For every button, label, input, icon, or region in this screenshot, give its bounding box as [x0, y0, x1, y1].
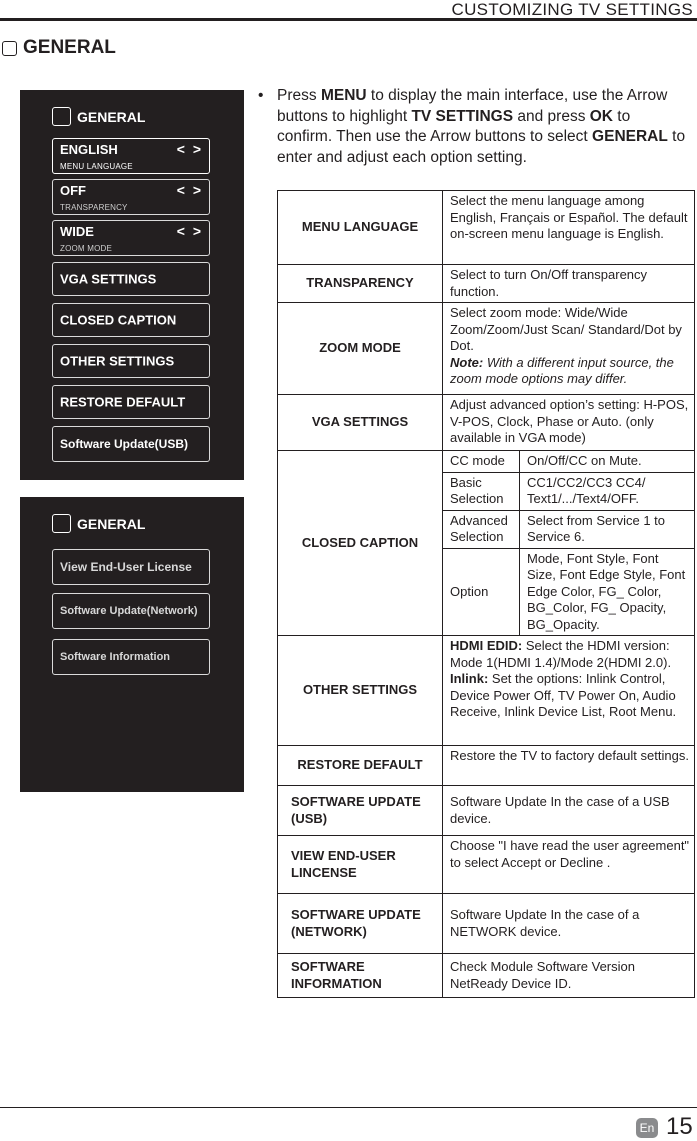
panel-title: [52, 107, 145, 126]
left-right-arrows-icon: < >: [176, 141, 203, 157]
transparency-value: OFF: [60, 183, 86, 198]
panel-title-text: GENERAL: [77, 108, 146, 125]
row-desc: Adjust advanced option’s setting: H-POS, V-POS, Clock, Phase or Auto. (only available in VGA mode): [443, 395, 695, 451]
zoom-mode-label: ZOOM MODE: [60, 244, 113, 253]
menu-item-closed-caption[interactable]: [52, 303, 210, 337]
other-settings-label: OTHER SETTINGS: [60, 353, 175, 369]
row-label: TRANSPARENCY: [278, 265, 443, 303]
language-badge: En: [636, 1118, 658, 1138]
footer-rule: [0, 1107, 697, 1108]
row-label: RESTORE DEFAULT: [278, 746, 443, 786]
restore-default-label: RESTORE DEFAULT: [60, 394, 186, 410]
table-row: [278, 836, 695, 894]
row-desc: Software Update In the case of a USB device.: [443, 786, 695, 836]
table-row: [278, 786, 695, 836]
menu-language-value: ENGLISH: [60, 142, 118, 157]
panel-title: [52, 514, 145, 533]
cc-sub-desc: On/Off/CC on Mute.: [520, 451, 695, 473]
vga-settings-label: VGA SETTINGS: [60, 271, 157, 287]
row-desc: Select zoom mode: Wide/Wide Zoom/Zoom/Just Scan/ Standard/Dot by Dot. Note: With a different input source, the zoom mode options may differ.: [443, 303, 695, 395]
menu-language-label: MENU LANGUAGE: [60, 162, 133, 171]
menu-item-other-settings[interactable]: [52, 344, 210, 378]
table-row: [278, 451, 695, 473]
view-license-label: View End-User License: [60, 560, 192, 574]
table-row: [278, 395, 695, 451]
row-label: ZOOM MODE: [278, 303, 443, 395]
table-row: [278, 303, 695, 395]
cc-sub-name: Advanced Selection: [443, 510, 520, 548]
table-row: [278, 954, 695, 998]
row-label: MENU LANGUAGE: [278, 191, 443, 265]
row-desc: Restore the TV to factory default settings.: [443, 746, 695, 786]
general-menu-screenshot: [20, 90, 244, 480]
square-icon: [52, 514, 71, 533]
menu-item-restore-default[interactable]: [52, 385, 210, 419]
software-information-label: Software Information: [60, 651, 171, 663]
menu-item-software-update-network[interactable]: [52, 593, 210, 629]
row-label: VGA SETTINGS: [278, 395, 443, 451]
chapter-title: CUSTOMIZING TV SETTINGS: [451, 0, 693, 19]
software-update-network-label: Software Update(Network): [60, 605, 198, 617]
software-update-usb-label: Software Update(USB): [60, 437, 189, 451]
left-right-arrows-icon: < >: [176, 223, 203, 239]
table-row: [278, 894, 695, 954]
table-row: [278, 191, 695, 265]
row-label: SOFTWARE UPDATE (NETWORK): [278, 894, 443, 954]
zoom-mode-value: WIDE: [60, 224, 94, 239]
cc-sub-desc: Select from Service 1 to Service 6.: [520, 510, 695, 548]
square-icon: [52, 107, 71, 126]
table-row: [278, 265, 695, 303]
settings-table: [277, 190, 695, 998]
menu-item-zoom-mode[interactable]: [52, 220, 210, 256]
section-heading: [2, 37, 116, 59]
square-icon: [2, 41, 17, 56]
panel-title-text: GENERAL: [77, 515, 146, 532]
row-label: SOFTWARE UPDATE (USB): [278, 786, 443, 836]
cc-sub-desc: CC1/CC2/CC3 CC4/ Text1/.../Text4/OFF.: [520, 472, 695, 510]
closed-caption-label: CLOSED CAPTION: [60, 312, 177, 328]
cc-sub-name: CC mode: [443, 451, 520, 473]
row-label: OTHER SETTINGS: [278, 636, 443, 746]
bullet: •: [258, 87, 264, 104]
left-right-arrows-icon: < >: [176, 182, 203, 198]
menu-item-view-license[interactable]: [52, 549, 210, 585]
transparency-label: TRANSPARENCY: [60, 203, 128, 212]
row-desc: Select to turn On/Off transparency function.: [443, 265, 695, 303]
row-desc: Choose "I have read the user agreement" to select Accept or Decline .: [443, 836, 695, 894]
cc-sub-name: Basic Selection: [443, 472, 520, 510]
row-desc: Select the menu language among English, Français or Español. The default on-screen menu language is English.: [443, 191, 695, 265]
row-desc: Software Update In the case of a NETWORK device.: [443, 894, 695, 954]
cc-sub-desc: Mode, Font Style, Font Size, Font Edge Style, Font Edge Color, FG_ Color, BG_Color, FG_ Opacity, BG_Opacity.: [520, 548, 695, 636]
row-desc: HDMI EDID: Select the HDMI version: Mode 1(HDMI 1.4)/Mode 2(HDMI 2.0). Inlink: Set the options: Inlink Control, Device Power Off, TV Power On, Audio Receive, Inlink Device List, Root Menu.: [443, 636, 695, 746]
menu-item-software-update-usb[interactable]: [52, 426, 210, 462]
menu-item-transparency[interactable]: [52, 179, 210, 215]
row-label: CLOSED CAPTION: [278, 451, 443, 636]
intro-text: Press MENU to display the main interface, use the Arrow buttons to highlight TV SETTINGS and press OK to confirm. Then use the Arrow buttons to select GENERAL to enter and adjust each option setting.: [277, 87, 686, 166]
menu-item-menu-language[interactable]: [52, 138, 210, 174]
table-row: [278, 636, 695, 746]
menu-item-software-information[interactable]: [52, 639, 210, 675]
row-desc: Check Module Software Version NetReady Device ID.: [443, 954, 695, 998]
general-menu-screenshot-2: [20, 497, 244, 792]
row-label: VIEW END-USER LINCENSE: [278, 836, 443, 894]
row-label: SOFTWARE INFORMATION: [278, 954, 443, 998]
cc-sub-name: Option: [443, 548, 520, 636]
page-number: 15: [666, 1113, 693, 1140]
table-row: [278, 746, 695, 786]
menu-item-vga-settings[interactable]: [52, 262, 210, 296]
section-title-text: GENERAL: [23, 37, 116, 58]
